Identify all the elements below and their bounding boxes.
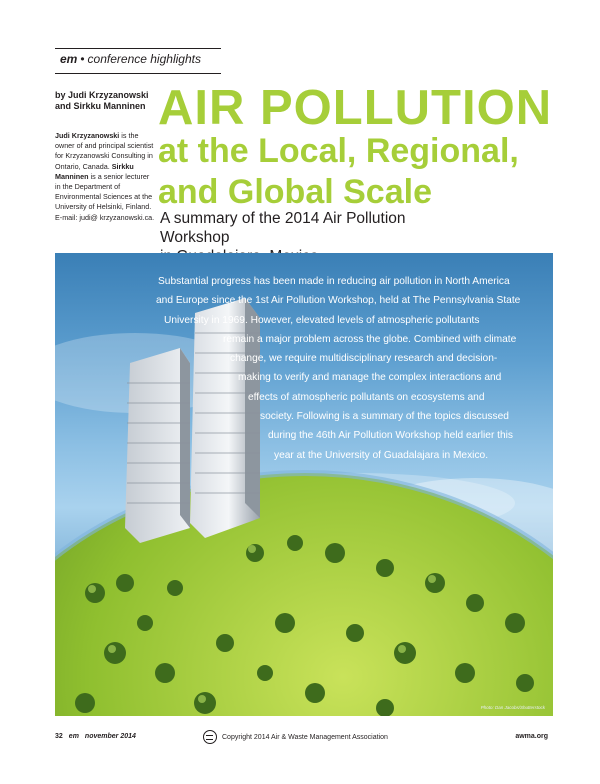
copyright-text: Copyright 2014 Air & Waste Management Association	[222, 733, 388, 741]
magazine-abbr: em	[60, 52, 78, 66]
author-name-1: Judi Krzyzanowski	[55, 131, 120, 140]
bullet: •	[80, 52, 85, 66]
intro-paragraph	[118, 272, 521, 465]
intro-line: change, we require multidisciplinary research and decision-	[230, 353, 498, 365]
photo-credit: Photo: Dan Jacobs/Shutterstock	[480, 705, 545, 710]
intro-line: year at the University of Guadalajara in Mexico.	[274, 449, 489, 461]
intro-line: effects of atmospheric pollutants on ecosystems and	[248, 391, 485, 403]
section-label	[60, 52, 201, 66]
author-bio-text-1: is the owner of and principal scientist for Krzyzanowski Consulting in Ontario, Canada.	[55, 131, 154, 171]
author-name-2: Sirkku Manninen	[55, 161, 134, 181]
page-number: 32	[55, 733, 63, 740]
title-line-1: AIR POLLUTION	[158, 81, 553, 135]
issue-date: november 2014	[84, 733, 136, 740]
footer-website[interactable]: awma.org	[515, 733, 548, 740]
title-line-2: at the Local, Regional,	[158, 132, 519, 170]
awma-logo-icon	[203, 730, 217, 744]
footer-magazine: em	[68, 733, 79, 740]
footer-copyright	[203, 730, 388, 744]
footer-left	[55, 733, 136, 740]
intro-line: Substantial progress has been made in reducing air pollution in North America	[158, 276, 510, 287]
intro-line: during the 46th Air Pollution Workshop held earlier this	[268, 430, 514, 442]
subtitle-line-1: A summary of the 2014 Air Pollution Workshop	[160, 210, 406, 246]
section-name: conference highlights	[87, 52, 201, 66]
intro-line: making to verify and manage the complex interactions and	[238, 372, 502, 384]
intro-line: and Europe since the 1st Air Pollution Workshop, held at The Pennsylvania State	[156, 295, 521, 307]
intro-line: University in 1969. However, elevated levels of atmospheric pollutants	[164, 314, 480, 326]
byline	[55, 90, 165, 112]
hero-image	[55, 253, 553, 716]
intro-line: society. Following is a summary of the topics discussed	[260, 411, 509, 423]
title-line-3: and Global Scale	[158, 173, 432, 211]
author-bio	[55, 131, 155, 223]
byline-line-2: and Sirkku Manninen	[55, 101, 146, 111]
byline-line-1: by Judi Krzyzanowski	[55, 90, 149, 100]
intro-line: remain a major problem across the globe. Combined with climate	[223, 333, 517, 345]
author-bio-text-2: is a senior lecturer in the Department of Environmental Sciences at the University of Helsinki, Finland. E-mail: judi@ krzyzanowski.ca.	[55, 171, 155, 222]
